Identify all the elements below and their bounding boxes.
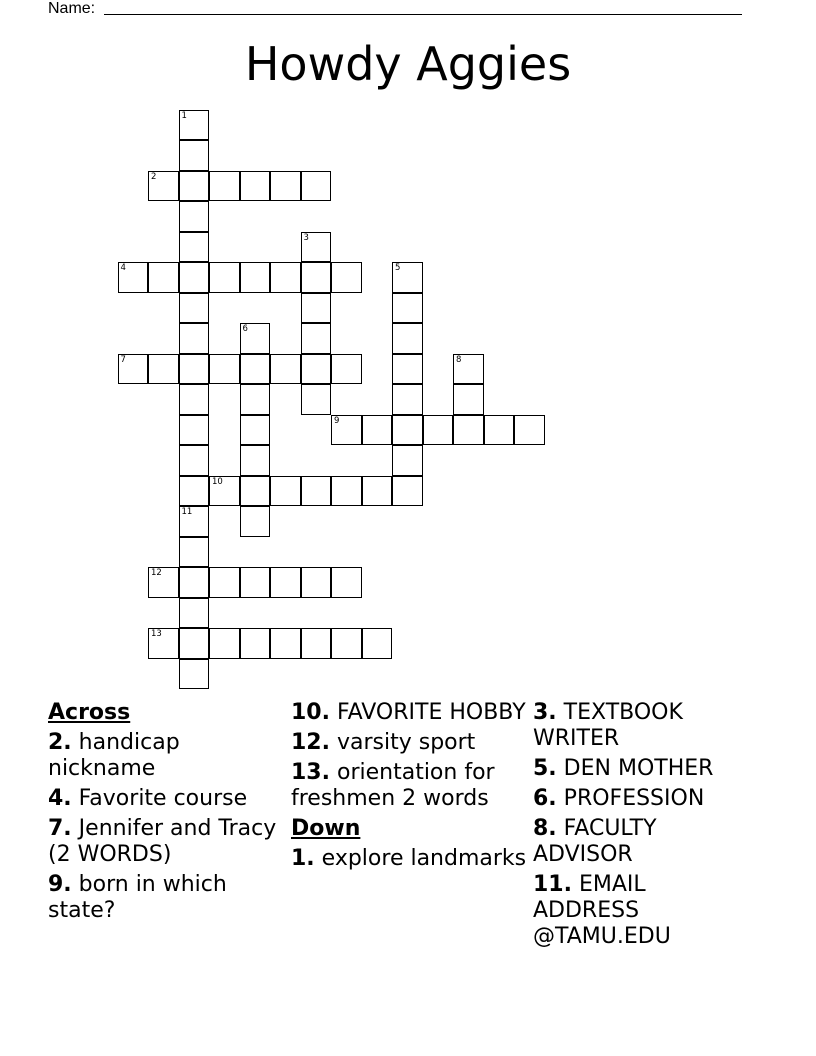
grid-cell[interactable] [301,323,332,354]
grid-cell[interactable] [270,354,301,385]
grid-cell[interactable] [392,476,423,507]
grid-cell[interactable] [392,445,423,476]
grid-cell[interactable] [179,384,210,415]
grid-cell[interactable] [118,354,149,385]
clue-down-8: 8. FACULTY ADVISOR [533,816,657,867]
grid-cell[interactable] [453,384,484,415]
clue-across-4: 4. Favorite course [48,786,248,811]
grid-cell[interactable] [301,384,332,415]
grid-cell[interactable] [240,445,271,476]
grid-cell[interactable] [514,415,545,446]
down-heading: Down [291,816,361,841]
grid-cell[interactable] [270,476,301,507]
grid-cell[interactable] [179,232,210,263]
grid-cell[interactable] [301,232,332,263]
cell-number: 11 [181,507,193,517]
grid-cell[interactable] [179,171,210,202]
grid-cell[interactable] [270,171,301,202]
grid-cell[interactable] [362,628,393,659]
grid-cell[interactable] [179,628,210,659]
grid-cell[interactable] [240,354,271,385]
cell-number: 4 [120,263,126,273]
clue-across-7: 7. Jennifer and Tracy (2 WORDS) [48,816,277,867]
puzzle-title: Howdy Aggies [244,37,572,91]
grid-cell[interactable] [392,384,423,415]
cell-number: 13 [151,629,162,639]
grid-cell[interactable] [331,415,362,446]
clue-column-2 [291,700,527,876]
grid-cell[interactable] [148,354,179,385]
grid-cell[interactable] [148,628,179,659]
clue-across-2: 2. handicap nickname [48,730,180,781]
grid-cell[interactable] [179,323,210,354]
clue-down-5: 5. DEN MOTHER [533,756,714,781]
grid-cell[interactable] [392,354,423,385]
grid-cell[interactable] [392,262,423,293]
grid-cell[interactable] [331,567,362,598]
grid-cell[interactable] [209,262,240,293]
clue-down-1: 1. explore landmarks [291,846,527,871]
grid-cell[interactable] [453,354,484,385]
cell-number: 10 [212,476,223,487]
grid-cell[interactable] [331,262,362,293]
cell-number: 6 [242,324,248,334]
grid-cell[interactable] [179,659,210,690]
grid-cell[interactable] [240,476,271,507]
grid-cell[interactable] [270,262,301,293]
grid-cell[interactable] [179,445,210,476]
grid-cell[interactable] [270,567,301,598]
clue-down-11: 11. EMAIL ADDRESS @TAMU.EDU [533,872,671,949]
grid-cell[interactable] [240,506,271,537]
grid-cell[interactable] [209,354,240,385]
grid-cell[interactable] [362,415,393,446]
grid-cell[interactable] [240,323,271,354]
clue-column-1 [48,700,284,928]
clue-down-6: 6. PROFESSION [533,786,705,811]
grid-cell[interactable] [301,628,332,659]
grid-cell[interactable] [209,476,240,507]
grid-cell[interactable] [240,262,271,293]
grid-cell[interactable] [484,415,515,446]
grid-cell[interactable] [240,628,271,659]
clue-across-9: 9. born in which state? [48,872,227,923]
grid-cell[interactable] [118,262,149,293]
grid-cell[interactable] [331,476,362,507]
cell-number: 9 [334,415,340,426]
grid-cell[interactable] [240,384,271,415]
grid-cell[interactable] [179,354,210,385]
grid-cell[interactable] [148,171,179,202]
clue-across-10: 10. FAVORITE HOBBY [291,700,526,725]
cell-number: 3 [303,232,309,243]
grid-cell[interactable] [179,567,210,598]
grid-cell[interactable] [179,110,210,141]
grid-cell[interactable] [301,354,332,385]
grid-cell[interactable] [301,476,332,507]
grid-cell[interactable] [270,628,301,659]
grid-cell[interactable] [179,140,210,171]
clue-down-3: 3. TEXTBOOK WRITER [533,700,683,751]
grid-cell[interactable] [301,293,332,324]
grid-cell[interactable] [392,415,423,446]
cell-number: 12 [151,568,162,578]
grid-cell[interactable] [179,415,210,446]
grid-cell[interactable] [240,171,271,202]
grid-cell[interactable] [301,567,332,598]
grid-cell[interactable] [209,628,240,659]
grid-cell[interactable] [240,567,271,598]
cell-number: 1 [181,110,187,121]
grid-cell[interactable] [362,476,393,507]
grid-cell[interactable] [423,415,454,446]
grid-cell[interactable] [179,262,210,293]
clue-across-13: 13. orientation for freshmen 2 words [291,760,495,811]
grid-cell[interactable] [148,567,179,598]
clue-across-12: 12. varsity sport [291,730,476,755]
grid-cell[interactable] [392,323,423,354]
grid-cell[interactable] [331,354,362,385]
name-field-label: Name: [48,0,96,17]
clue-column-3 [533,700,753,954]
grid-cell[interactable] [392,293,423,324]
grid-cell[interactable] [453,415,484,446]
grid-cell[interactable] [179,598,210,629]
grid-cell[interactable] [301,171,332,202]
grid-cell[interactable] [331,628,362,659]
grid-cell[interactable] [179,506,210,537]
cell-number: 5 [395,263,401,273]
grid-cell[interactable] [179,293,210,324]
grid-cell[interactable] [301,262,332,293]
grid-cell[interactable] [209,567,240,598]
cell-number: 2 [151,171,157,182]
cell-number: 8 [456,354,462,365]
grid-cell[interactable] [179,201,210,232]
across-heading: Across [48,700,131,725]
cell-number: 7 [120,354,126,365]
grid-cell[interactable] [240,415,271,446]
grid-cell[interactable] [209,171,240,202]
grid-cell[interactable] [179,537,210,568]
grid-cell[interactable] [148,262,179,293]
grid-cell[interactable] [179,476,210,507]
